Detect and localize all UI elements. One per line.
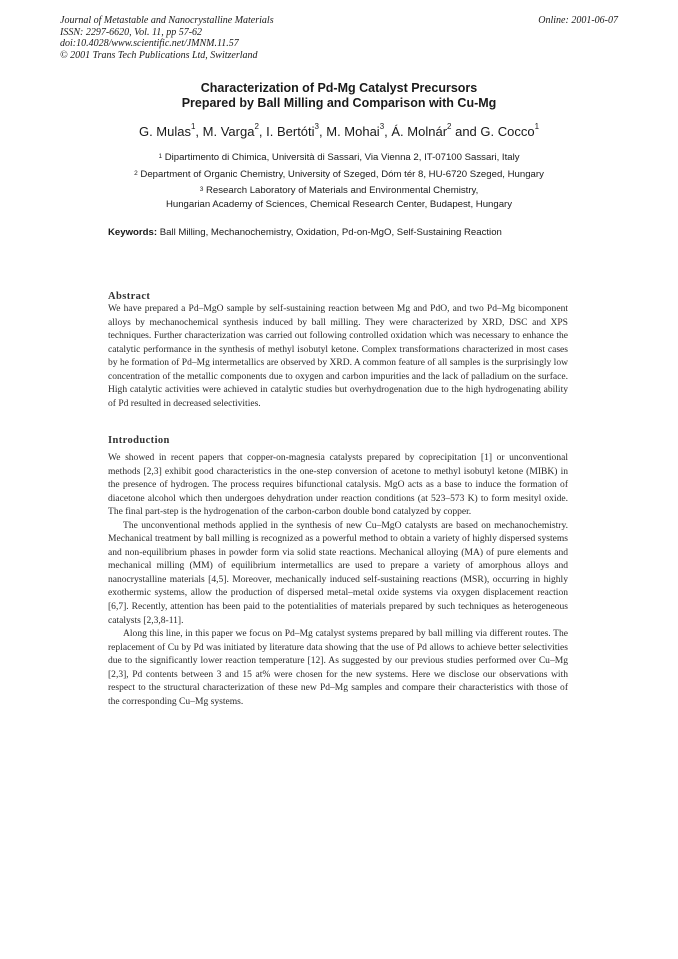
affiliation-1: $^1$ Dipartimento di Chimica, Università di Sassari, Via Vienna 2, IT-07100 Sassari, Italy — [158, 152, 520, 163]
author: I. Bertóti — [266, 124, 315, 139]
affiliation-2: $^2$ Department of Organic Chemistry, University of Szeged, Dóm tér 8, HU-6720 Szeged, Hungary — [134, 168, 544, 180]
affiliations — [60, 151, 618, 211]
abstract-paragraph: We have prepared a Pd–MgO sample by self-sustaining reaction between Mg and PdO, and two Pd–Mg bicomponent alloys by mechanochemical synthesis induced by ball milling. They were characterized by XRD, DSC and XPS techniques. Further characterization was carried out following controlled oxidation which was necessary to enhance the catalytic performance in the synthesis of methyl isobutyl ketone. Complex transformations characterized in most cases by he formation of Pd–Mg intermetallics are observed by XRD. A common feature of all samples is the surprisingly low concentration of the metallic components due to oxygen and carbon impurities and the lack of palladium on the surface. High catalytic activities were achieved in catalytic studies but overhydrogenation due to the high hydrogenating ability of Pd resulted in decreased selectivities. — [108, 303, 568, 409]
title-line-2: Prepared by Ball Milling and Comparison with Cu-Mg — [181, 96, 497, 110]
author: M. Varga — [202, 124, 255, 139]
author-list: G. Mulas$^1$, M. Varga$^2$, I. Bertóti$^3$, M. Mohai$^3$, Á. Molnár$^2$ and G. Cocco$^1$ — [138, 122, 540, 139]
journal-name: Journal of Metastable and Nanocrystalline Materials — [60, 15, 274, 26]
affiliation-3-continued: Hungarian Academy of Sciences, Chemical Research Center, Budapest, Hungary — [165, 198, 513, 210]
author: Á. Molnár — [391, 124, 448, 139]
author-affil-mark: 2 — [447, 122, 452, 131]
journal-header — [60, 15, 618, 61]
affiliation-3: $^3$ Research Laboratory of Materials and Environmental Chemistry, — [199, 185, 479, 197]
keywords-text: Ball Milling, Mechanochemistry, Oxidation, Pd-on-MgO, Self-Sustaining Reaction — [157, 227, 502, 238]
introduction-heading: Introduction — [108, 435, 170, 446]
author: M. Mohai — [326, 124, 380, 139]
abstract-body — [108, 302, 568, 410]
abstract-heading: Abstract — [108, 291, 151, 302]
copyright-line: © 2001 Trans Tech Publications Ltd, Switzerland — [60, 49, 258, 61]
introduction-body — [108, 451, 568, 708]
author-affil-mark: 3 — [379, 122, 385, 131]
intro-paragraph-1: We showed in recent papers that copper-on-magnesia catalysts prepared by coprecipitation [1] or unconventional methods [2,3] exhibit good characteristics in the one-step conversion of acetone to methyl isobutyl ketone (MIBK) in the presence of hydrogen. The process requires bifunctional catalysis. MgO acts as a base to induce the formation of diacetone alcohol which then undergoes dehydration under reaction conditions (at 523–573 K) to form mesityl oxide. The final part-step is the hydrogenation of the carbon-carbon double bond catalyzed by copper. — [108, 452, 568, 518]
title-line-1: Characterization of Pd-Mg Catalyst Precursors — [200, 81, 478, 95]
issn-line: ISSN: 2297-6620, Vol. 11, pp 57-62 — [60, 26, 203, 38]
paper-title — [60, 81, 618, 111]
author-affil-mark: 1 — [534, 122, 540, 131]
author-affil-mark: 1 — [190, 122, 196, 131]
author-affil-mark: 3 — [314, 122, 319, 131]
intro-paragraph-3: Along this line, in this paper we focus on Pd–Mg catalyst systems prepared by ball milling via different routes. The replacement of Cu by Pd was initiated by literature data showing that the use of Pd allows to achieve better selectivities due to the significantly lower reaction temperature [12]. As suggested by our previous studies performed over Cu–Mg [2,3], Pd contents between 3 and 15 at% were chosen for the new systems. Here we disclose our observations with respect to the structural characterization of these new Pd–Mg samples and compare their characteristics with those of the corresponding Cu–Mg systems. — [108, 628, 568, 707]
intro-paragraph-2: The unconventional methods applied in the synthesis of new Cu–MgO catalysts are based on mechanochemistry. Mechanical treatment by ball milling is recognized as a powerful method to obtain a variety of highly dispersed systems and non-equilibrium phases in powder form via solid state reactions. Mechanical alloying (MA) of pure elements and mechanical milling (MM) of equilibrium intermetallics are used to prepare a variety of amorphous alloys and nanocrystalline materials [4,5]. Moreover, mechanically induced self-sustaining reactions (MSR), occurring in highly exothermic systems, allow the production of dispersed metal–metal oxide systems via oxygen displacement reaction [6,7]. Recently, attention has been paid to the potentialities of materials prepared by such techniques as heterogeneous catalysts [2,3,8-11]. — [108, 519, 568, 626]
author: G. Mulas — [138, 124, 191, 139]
keywords — [108, 226, 628, 239]
author: G. Cocco — [480, 124, 535, 139]
online-date: Online: 2001-06-07 — [538, 15, 618, 26]
author-affil-mark: 2 — [254, 122, 259, 131]
doi-line[interactable]: doi:10.4028/www.scientific.net/JMNM.11.57 — [60, 38, 239, 49]
keywords-label: Keywords: — [108, 227, 158, 238]
